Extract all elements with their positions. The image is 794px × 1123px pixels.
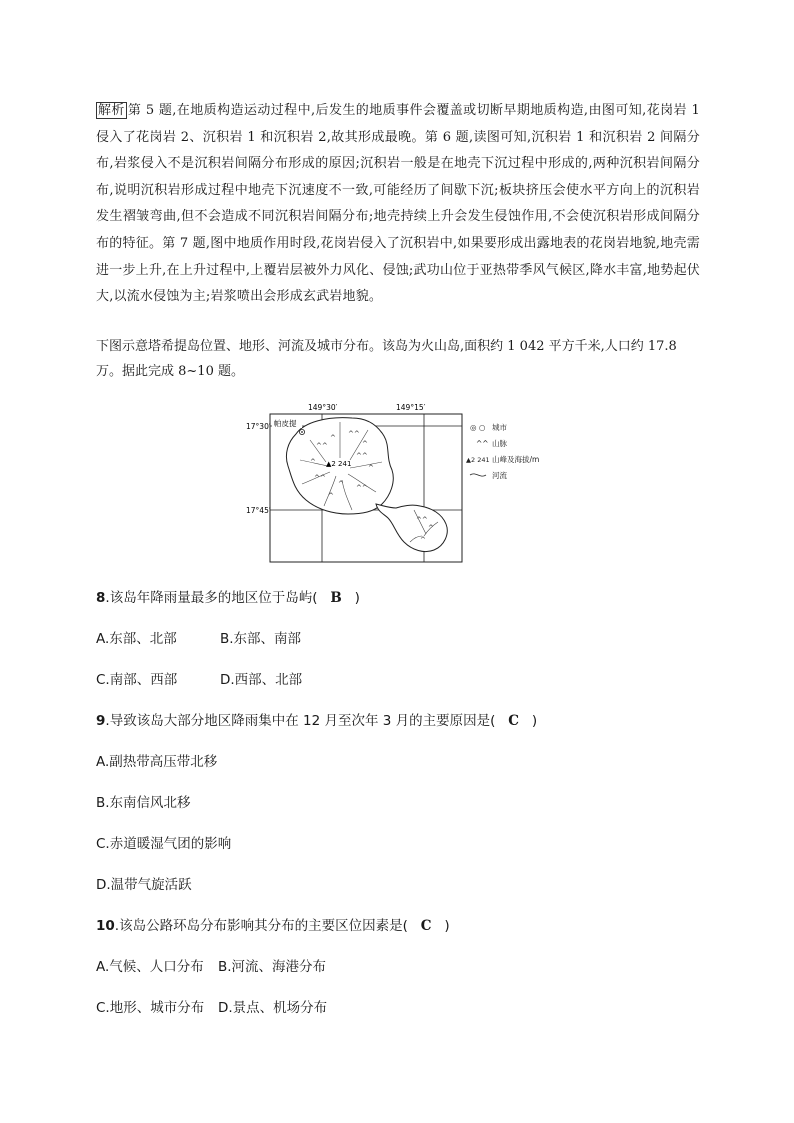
mountain-icon: ^^ [314,474,326,482]
mountain-icon: ^^ [356,484,368,492]
legend-river-icon [470,474,486,476]
tahiti-map [244,400,568,566]
option: A.气候、人口分布 [96,959,204,975]
mountain-icon: ^^ [316,442,328,450]
legend-mountain-icon: ^^ [476,439,489,448]
legend-city: 城市 [492,423,507,432]
legend-peak: 山峰及海拔/m [492,455,540,464]
mountain-icon: ^ [368,464,374,472]
answer: B [330,590,342,606]
option: C.赤道暖湿气团的影响 [96,836,232,852]
question-stem: .导致该岛大部分地区降雨集中在 12 月至次年 3 月的主要原因是( [105,713,496,729]
analysis-tag: 解析 [98,103,125,118]
lon-label: 149°15′ [396,403,426,412]
question-number: 9 [96,713,106,729]
small-island-outline [376,504,447,552]
option: A.副热带高压带北移 [96,754,218,770]
legend-mountain: 山脉 [492,439,507,448]
mountain-icon: ^ [338,480,344,488]
mountain-icon: ^ [420,536,426,544]
map-legend [466,422,539,480]
lat-label: 17°30′ [246,422,271,431]
question-close: ) [354,590,360,606]
lon-label: 149°30′ [308,403,338,412]
question-number: 8 [96,590,106,606]
question-close: ) [444,918,450,934]
option: B.东南信风北移 [96,795,191,811]
question-10 [96,914,450,934]
answer: C [508,713,520,729]
option: D.温带气旋活跃 [96,877,192,893]
mountain-icon: ^ [310,458,316,466]
mountain-icon: ^ [362,440,368,448]
question-stem: .该岛公路环岛分布影响其分布的主要区位因素是( [114,918,408,934]
peak-label: ▲2 241 [326,460,352,468]
option: C.南部、西部 [96,672,178,688]
city-label: 帕皮提 [274,419,297,428]
tahiti-map-figure [244,400,568,566]
option: C.地形、城市分布 [96,1000,205,1016]
option: B.河流、海港分布 [218,959,327,975]
question-number: 10 [96,918,115,934]
mountain-icon: ^^ [356,452,368,460]
question-stem: .该岛年降雨量最多的地区位于岛屿( [105,590,318,606]
option: D.西部、北部 [220,672,303,688]
mountain-icon: ^^ [416,516,428,524]
legend-peak-symbol: ▲2 241 [466,456,490,464]
answer: C [420,918,432,934]
question-9 [96,709,537,729]
option: D.景点、机场分布 [218,1000,328,1016]
mountain-icon: ^^ [348,430,360,438]
mountain-icon: ^ [328,492,334,500]
question-8 [96,586,360,606]
lat-label: 17°45′ [246,506,271,515]
analysis-text: 第 5 题,在地质构造运动过程中,后发生的地质事件会覆盖或切断早期地质构造,由图可知,花岗岩 1 侵入了花岗岩 2、沉积岩 1 和沉积岩 2,故其形成最晚。第 6 题,读图可知,沉积岩 1 和沉积岩 2 间隔分布,岩浆侵入不是沉积岩间隔分布形成的原因;沉积岩一般是在地壳下沉过程中形成的,两种沉积岩间隔分布,说明沉积岩形成过程中地壳下沉速度不一致,可能经历了间歇下沉;板块挤压会使水平方向上的沉积岩发生褶皱弯曲,但不会造成不同沉积岩间隔分布;地壳持续上升会发生侵蚀作用,不会使沉积岩形成间隔分布的特征。第 7 题,图中地质作用时段,花岗岩侵入了沉积岩中,如果要形成出露地表的花岗岩地貌,地壳需进一步上升,在上升过程中,上覆岩层被外力风化、侵蚀;武功山位于亚热带季风气候区,降水丰富,地势起伏大,以流水侵蚀为主;岩浆喷出会形成玄武岩地貌。 [96,103,700,305]
mountain-icon: ^ [428,524,434,532]
option: B.东部、南部 [220,631,302,647]
legend-river: 河流 [492,471,507,480]
analysis-paragraph [96,98,700,311]
map-intro-text: 下图示意塔希提岛位置、地形、河流及城市分布。该岛为火山岛,面积约 1 042 平方千米,人口约 17.8 万。据此完成 8~10 题。 [96,339,677,379]
mountain-icon: ^ [330,434,336,442]
question-close: ) [531,713,538,729]
city-icon-dot [301,431,303,433]
legend-city-symbol: ◎ ○ [470,423,486,432]
option: A.东部、北部 [96,631,177,647]
